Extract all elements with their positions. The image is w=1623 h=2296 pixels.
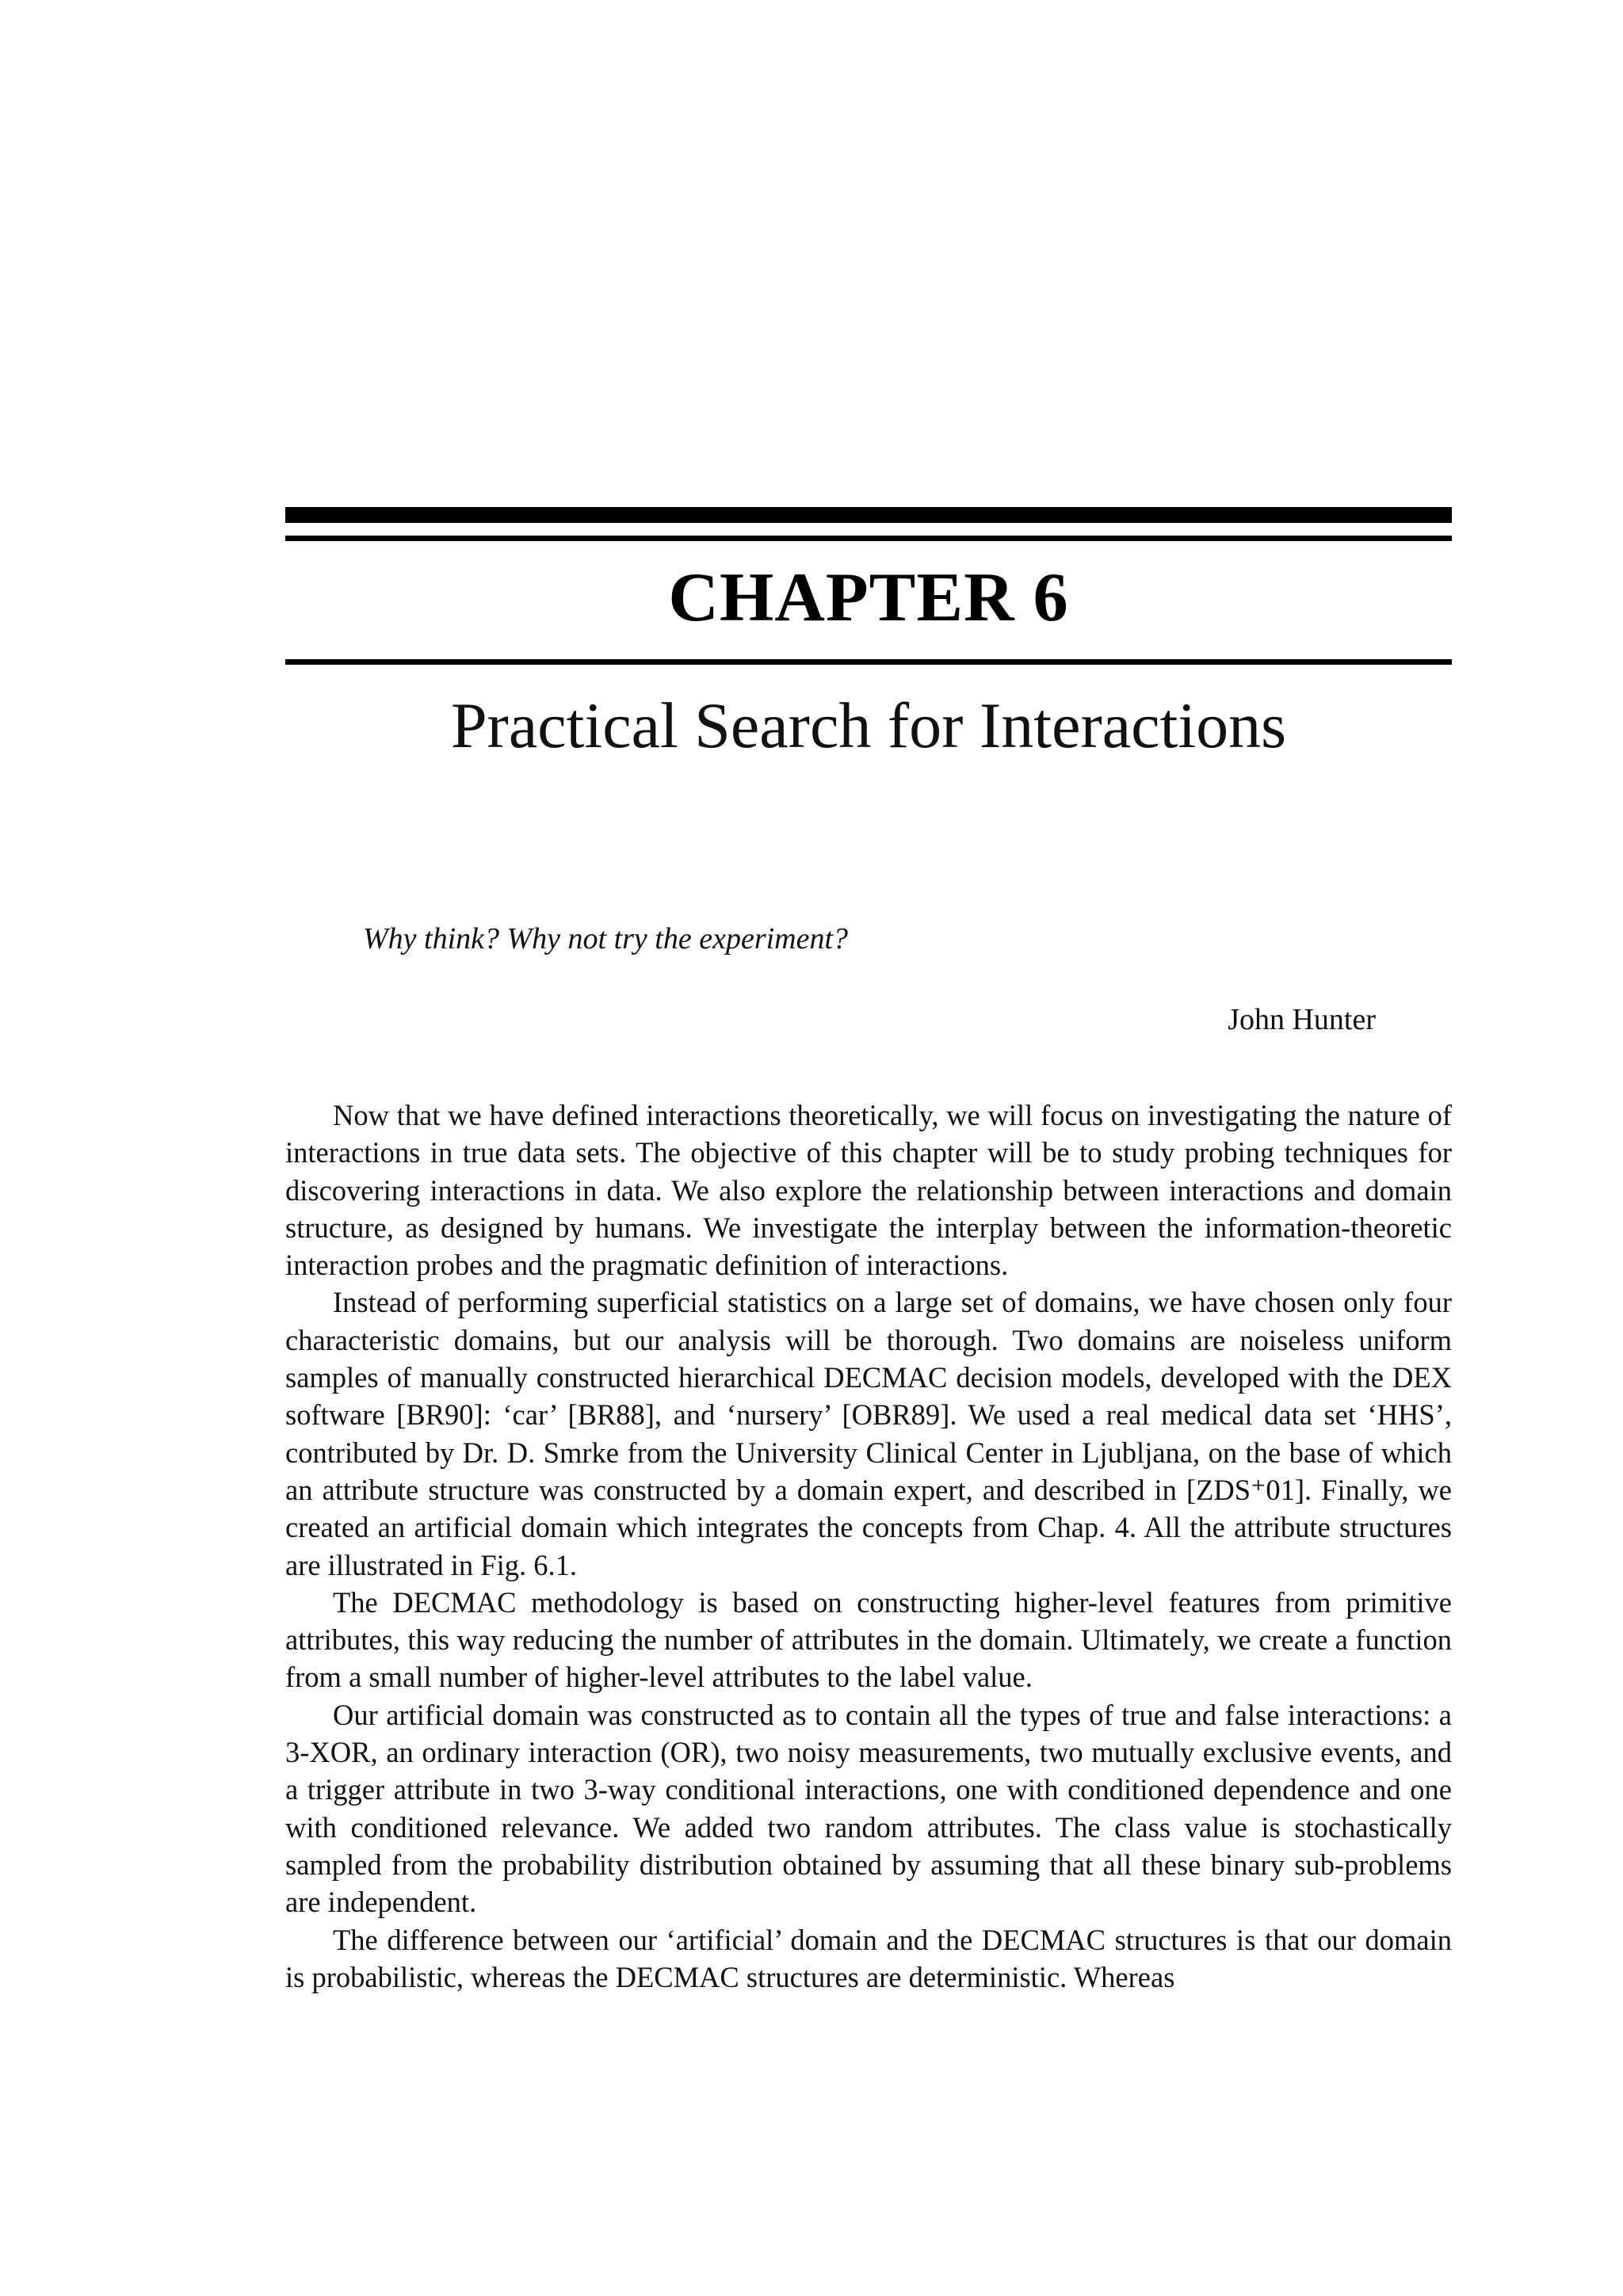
paragraph: Instead of performing superficial statistics on a large set of domains, we have chosen only four characteristic domains, but our analysis will be thorough. Two domains are noiseless uniform samples of manually constructed hierarchical DECMAC decision models, developed with the DEX software [BR90]: ‘car’ [BR88], and ‘nursery’ [OBR89]. We used a real medical data set ‘HHS’, contributed by Dr. D. Smrke from the University Clinical Center in Ljubljana, on the base of which an attribute structure was constructed by a domain expert, and described in [ZDS⁺01]. Finally, we created an artificial domain which integrates the concepts from Chap. 4. All the attribute structures are illustrated in Fig. 6.1. — [285, 1286, 1452, 1581]
chapter-title-rule — [285, 659, 1452, 665]
paragraph: Our artificial domain was constructed as to contain all the types of true and false interactions: a 3-XOR, an ordinary interaction (OR), two noisy measurements, two mutually exclusive events, and a trigger attribute in two 3-way conditional interactions, one with conditioned dependence and one with conditioned relevance. We added two random attributes. The class value is stochastically sampled from the probability distribution obtained by assuming that all these binary sub-problems are independent. — [285, 1698, 1452, 1919]
epigraph-quote: Why think? Why not try the experiment? — [363, 922, 849, 955]
chapter-top-rule-thick — [285, 507, 1452, 523]
chapter-label: CHAPTER 6 — [668, 559, 1069, 636]
chapter-top-rule-thin — [285, 536, 1452, 541]
paragraph: The DECMAC methodology is based on constructing higher-level features from primitive attributes, this way reducing the number of attributes in the domain. Ultimately, we create a function from a small number of higher-level attributes to the label value. — [285, 1585, 1452, 1694]
epigraph-author: John Hunter — [1228, 1003, 1376, 1036]
paragraph: The difference between our ‘artificial’ domain and the DECMAC structures is that our domain is probabilistic, whereas the DECMAC structures are deterministic. Whereas — [285, 1923, 1452, 1993]
body-text — [285, 1097, 1452, 1996]
paragraph: Now that we have defined interactions theoretically, we will focus on investigating the nature of interactions in true data sets. The objective of this chapter will be to study probing techniques for discovering interactions in data. We also explore the relationship between interactions and domain structure, as designed by humans. We investigate the interplay between the information-theoretic interaction probes and the pragmatic definition of interactions. — [285, 1099, 1452, 1282]
chapter-title: Practical Search for Interactions — [450, 689, 1287, 761]
